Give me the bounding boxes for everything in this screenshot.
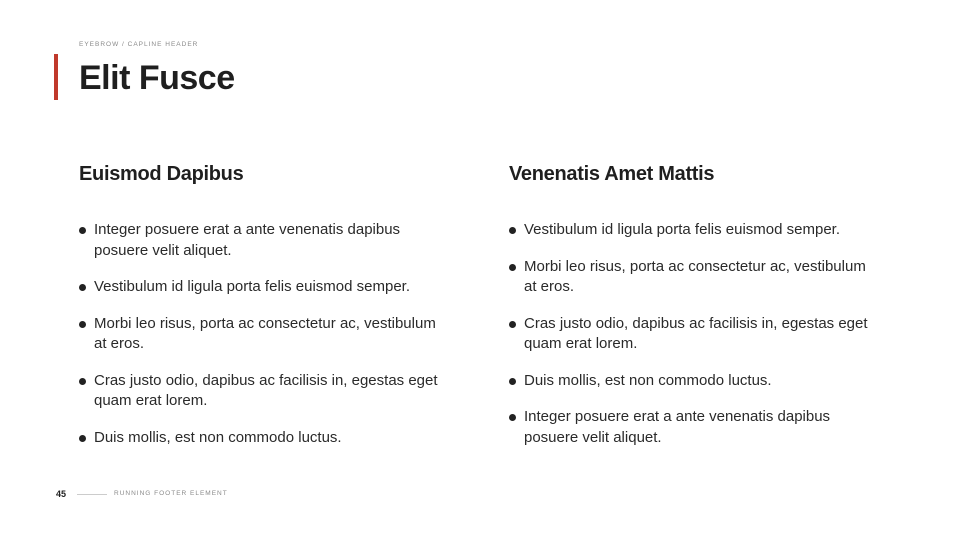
right-bullet-list [509,220,881,464]
bullet-icon [509,414,516,421]
bullet-icon [79,435,86,442]
bullet-icon [79,227,86,234]
list-item-text: Cras justo odio, dapibus ac facilisis in, egestas eget quam erat lorem. [524,314,868,352]
right-column [509,160,889,446]
list-item-text: Cras justo odio, dapibus ac facilisis in, egestas eget quam erat lorem. [94,371,438,409]
eyebrow-header: EYEBROW / CAPLINE HEADER [79,41,199,48]
list-item-text: Vestibulum id ligula porta felis euismod semper. [94,278,410,295]
list-item [79,220,451,261]
right-column-heading: Venenatis Amet Mattis [509,163,715,185]
list-item [509,220,881,241]
list-item [509,371,881,392]
left-column [79,160,459,446]
bullet-icon [509,264,516,271]
list-item-text: Vestibulum id ligula porta felis euismod semper. [524,221,840,238]
left-bullet-list [79,220,451,464]
list-item-text: Duis mollis, est non commodo luctus. [524,371,772,389]
bullet-icon [79,284,86,291]
list-item-text: Integer posuere erat a ante venenatis dapibus posuere velit aliquet. [524,408,831,446]
bullet-icon [509,321,516,328]
list-item-text: Duis mollis, est non commodo luctus. [94,428,342,446]
list-item [79,277,451,298]
list-item [79,314,451,355]
page-number: 45 [56,489,67,499]
page-title: Elit Fusce [79,59,235,97]
bullet-icon [509,227,516,234]
running-footer: RUNNING FOOTER ELEMENT [114,490,228,497]
list-item [509,407,881,448]
list-item [509,314,881,355]
footer-divider [77,494,107,495]
list-item [509,257,881,298]
list-item-text: Morbi leo risus, porta ac consectetur ac, vestibulum at eros. [524,257,866,295]
bullet-icon [509,378,516,385]
left-column-heading: Euismod Dapibus [79,163,244,185]
bullet-icon [79,378,86,385]
list-item [79,428,451,449]
list-item-text: Morbi leo risus, porta ac consectetur ac, vestibulum at eros. [94,314,436,352]
list-item-text: Integer posuere erat a ante venenatis dapibus posuere velit aliquet. [94,221,401,259]
list-item [79,371,451,412]
bullet-icon [79,321,86,328]
title-accent-bar [54,54,58,100]
